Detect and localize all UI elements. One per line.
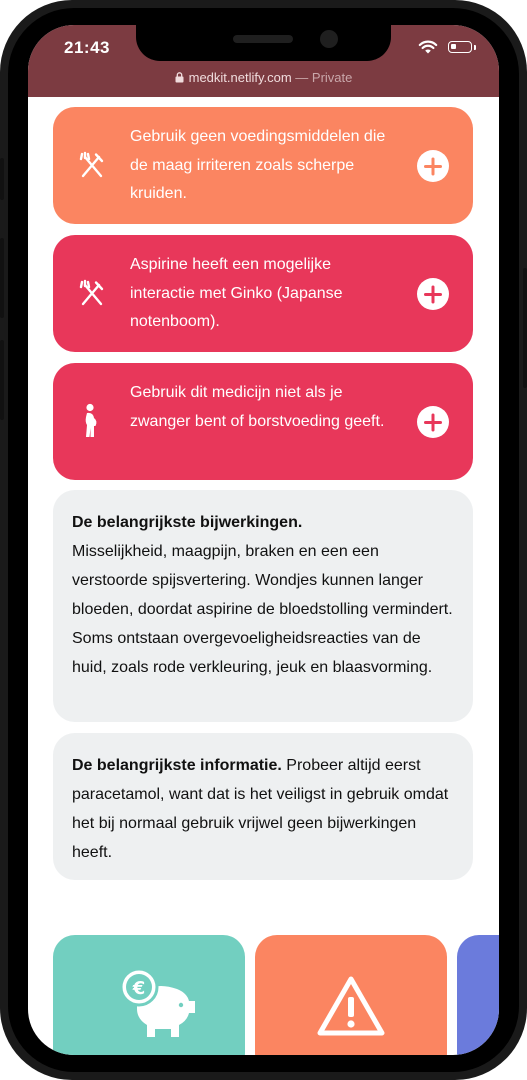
svg-text:€: € — [132, 978, 146, 999]
info-panel — [53, 733, 473, 880]
cutlery-icon — [77, 151, 107, 181]
private-label: Private — [311, 70, 353, 85]
info-body: Probeer altijd eerst paracetamol, want dat is het veiligst in gebruik omdat het bij normaal gebruik vrijwel geen bijwerkingen heeft. — [72, 757, 449, 861]
battery-icon — [448, 41, 472, 53]
status-bar — [28, 25, 499, 97]
notch — [136, 25, 391, 61]
side-effects-body: Misselijkheid, maagpijn, braken en een een verstoorde spijsvertering. Wondjes kunnen langer bloeden, doordat aspirine de bloedstolling vermindert. Soms ontstaan overgevoeligheidsreacties van de huid, zoals rode verkleuring, jeuk en blaasvorming. — [72, 543, 453, 676]
warning-card-interaction[interactable] — [53, 235, 473, 352]
cutlery-icon — [77, 279, 107, 309]
wifi-icon — [418, 40, 438, 55]
side-effects-title: De belangrijkste bijwerkingen. — [72, 514, 303, 531]
speaker — [233, 35, 293, 43]
warning-text: Gebruik geen voedingsmiddelen die de maag irriteren zoals scherpe kruiden. — [130, 128, 386, 202]
warning-card-food[interactable] — [53, 107, 473, 224]
expand-plus-icon[interactable] — [417, 278, 449, 310]
warning-text: Gebruik dit medicijn niet als je zwanger bent of borstvoeding geeft. — [130, 384, 385, 430]
screen — [28, 25, 499, 1055]
lock-icon — [175, 72, 184, 83]
info-title: De belangrijkste informatie. — [72, 757, 282, 774]
cost-tile[interactable] — [53, 935, 245, 1055]
side-effects-panel — [53, 490, 473, 722]
page-content — [28, 97, 499, 1055]
battery-tip — [474, 45, 476, 50]
url-bar[interactable] — [28, 70, 499, 85]
warning-text: Aspirine heeft een mogelijke interactie met Ginko (Japanse notenboom). — [130, 256, 343, 330]
expand-plus-icon[interactable] — [417, 150, 449, 182]
front-camera — [320, 30, 338, 48]
url-text: medkit.netlify.com — [188, 70, 292, 85]
expand-plus-icon[interactable] — [417, 406, 449, 438]
volume-up-button — [0, 238, 4, 318]
silent-switch — [0, 158, 4, 200]
warning-card-pregnancy[interactable] — [53, 363, 473, 480]
warning-triangle-icon — [316, 975, 386, 1039]
status-time: 21:43 — [64, 38, 110, 57]
power-button — [523, 268, 527, 388]
url-separator: — — [291, 70, 312, 85]
next-tile[interactable] — [457, 935, 499, 1055]
warning-tile[interactable] — [255, 935, 447, 1055]
pregnant-icon — [77, 403, 107, 439]
piggy-bank-euro-icon — [115, 963, 205, 1043]
volume-down-button — [0, 340, 4, 420]
